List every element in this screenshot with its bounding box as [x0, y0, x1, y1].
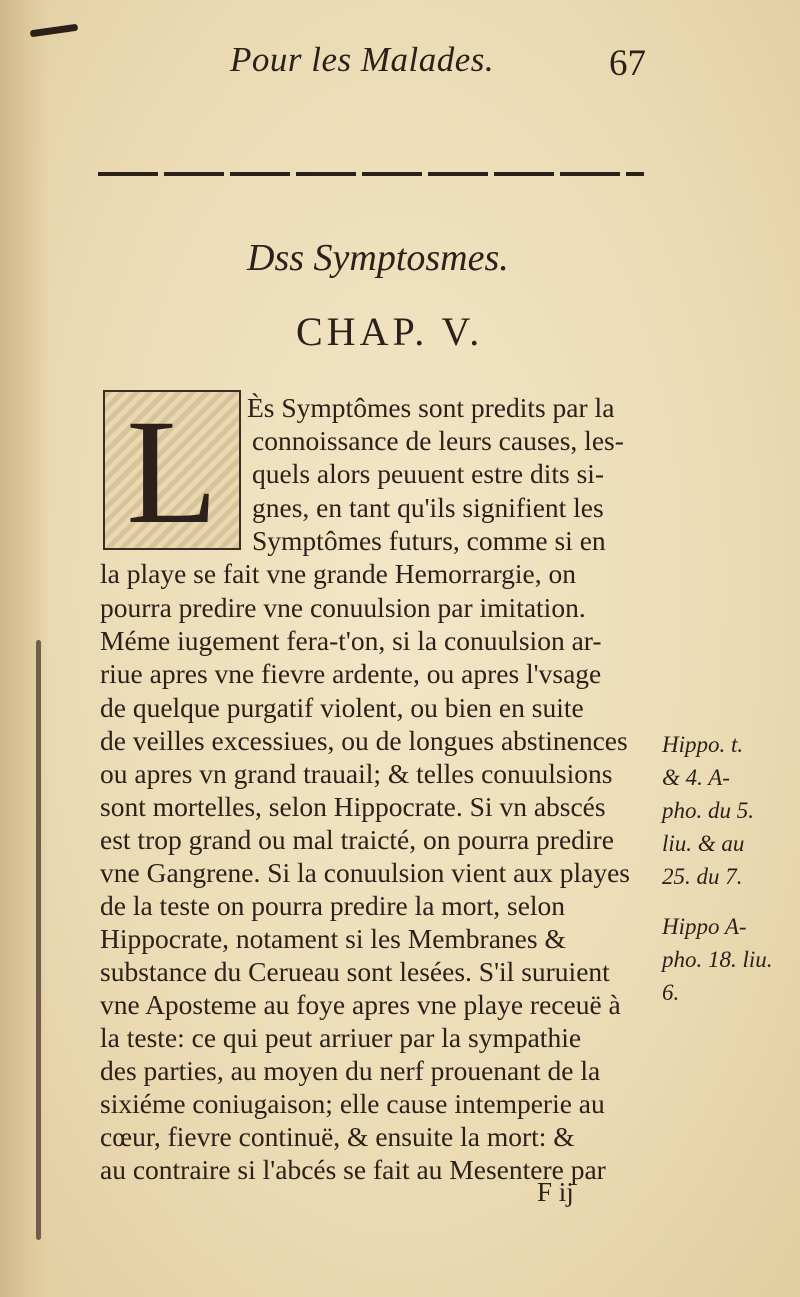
page-edge-shadow — [0, 0, 50, 1297]
text-line: Hippocrate, notament si les Membranes & — [100, 923, 566, 954]
ornamental-rule — [98, 172, 644, 176]
margin-note: Hippo. t. — [662, 732, 744, 757]
text-line: riue apres vne fievre ardente, ou apres l'vsage — [100, 658, 602, 689]
text-line: connoissance de leurs causes, les- — [252, 425, 624, 456]
margin-note: 25. du 7. — [662, 864, 743, 889]
text-line: de veilles excessiues, ou de longues abstinences — [100, 725, 628, 756]
text-line: gnes, en tant qu'ils signifient les — [252, 492, 604, 523]
text-line: sont mortelles, selon Hippocrate. Si vn abscés — [100, 791, 606, 822]
text-line: pourra predire vne conuulsion par imitation. — [100, 592, 586, 623]
text-line: la playe se fait vne grande Hemorrargie, on — [100, 558, 576, 589]
margin-note: pho. du 5. — [662, 798, 754, 823]
text-line: substance du Cerueau sont lesées. S'il suruient — [100, 956, 610, 987]
text-line: Méme iugement fera-t'on, si la conuulsion ar- — [100, 625, 602, 656]
text-line: sixiéme coniugaison; elle cause intemperie au — [100, 1088, 605, 1119]
text-line: de quelque purgatif violent, ou bien en suite — [100, 692, 584, 723]
binding-gutter — [36, 640, 41, 1240]
text-line: vne Gangrene. Si la conuulsion vient aux playes — [100, 857, 631, 888]
chapter-heading: CHAP. V. — [296, 309, 484, 354]
text-line: des parties, au moyen du nerf prouenant de la — [100, 1055, 601, 1086]
text-line: quels alors peuuent estre dits si- — [252, 458, 605, 489]
signature-mark: F ij — [537, 1177, 574, 1207]
text-line: Ès Symptômes sont predits par la — [247, 392, 615, 423]
text-line: ou apres vn grand trauail; & telles conuulsions — [100, 758, 613, 789]
margin-note: Hippo A- — [662, 914, 747, 939]
margin-note: liu. & au — [662, 831, 745, 856]
margin-note: pho. 18. liu. — [662, 947, 773, 972]
text-line: la teste: ce qui peut arriuer par la sympathie — [100, 1022, 582, 1053]
text-line: est trop grand ou mal traicté, on pourra predire — [100, 824, 614, 855]
text-line: au contraire si l'abcés se fait au Mesentere par — [100, 1154, 606, 1185]
margin-note: 6. — [662, 980, 680, 1005]
decorated-initial — [103, 389, 241, 555]
section-title: Dss Symptosmes. — [247, 237, 509, 279]
page-number: 67 — [609, 43, 646, 84]
text-line: cœur, fievre continuë, & ensuite la mort: & — [100, 1121, 575, 1152]
drop-cap-letter: L — [126, 389, 218, 555]
text-line: vne Aposteme au foye apres vne playe receuë à — [100, 989, 621, 1020]
text-line: Symptômes futurs, comme si en — [252, 525, 606, 556]
text-line: de la teste on pourra predire la mort, selon — [100, 890, 566, 921]
margin-note: & 4. A- — [662, 765, 730, 790]
running-head: Pour les Malades. — [230, 40, 495, 79]
